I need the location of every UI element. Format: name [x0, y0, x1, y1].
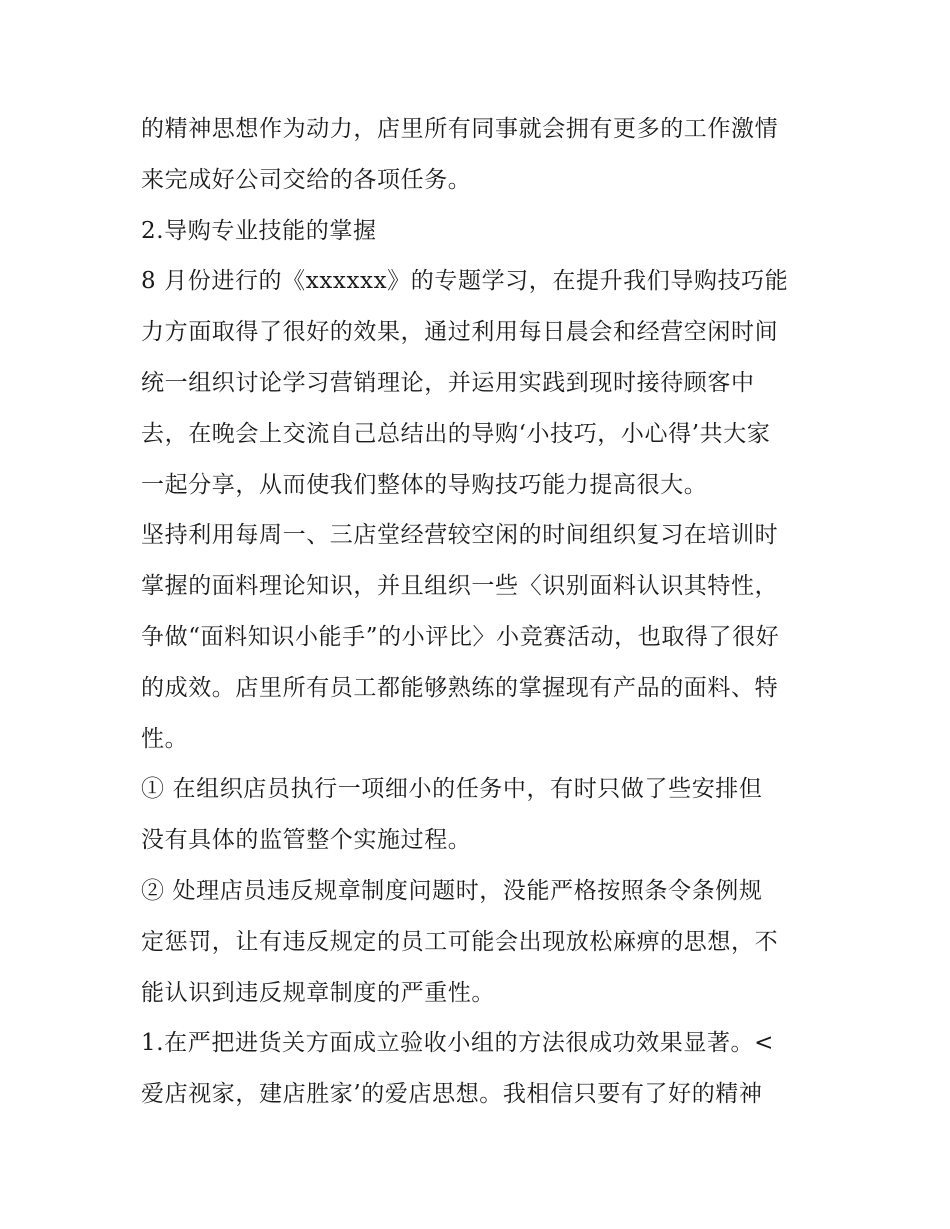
text-line: 一起分享，从而使我们整体的导购技巧能力提高很大。: [141, 471, 708, 498]
paragraph-2-heading: [141, 206, 816, 257]
document-body: [141, 104, 816, 1120]
text-line: ① 在组织店员执行一项细小的任务中，有时只做了些安排但: [141, 776, 763, 803]
text-line: 性。: [141, 725, 189, 752]
text-line: 去，在晚会上交流自己总结出的导购‘小技巧，小心得’共大家: [141, 420, 771, 447]
text-line: 的精神思想作为动力，店里所有同事就会拥有更多的工作激情: [141, 116, 779, 142]
text-line: 坚持利用每周一、三店堂经营较空闲的时间组织复习在培训时: [141, 522, 779, 549]
text-line: 的成效。店里所有员工都能够熟练的掌握现有产品的面料、特: [141, 674, 779, 701]
paragraph-5-item-1: [141, 764, 816, 866]
text-line: 来完成好公司交给的各项任务。: [141, 166, 472, 193]
text-line: 爱店视家，建店胜家’的爱店思想。我相信只要有了好的精神: [141, 1081, 763, 1108]
text-line: 1.在严把进货关方面成立验收小组的方法很成功效果显著。<: [141, 1030, 775, 1057]
paragraph-3: [141, 256, 816, 510]
paragraph-1: [141, 104, 816, 206]
text-line: 没有具体的监管整个实施过程。: [141, 827, 472, 854]
text-line: 统一组织讨论学习营销理论，并运用实践到现时接待顾客中: [141, 369, 755, 396]
text-line: 定惩罚，让有违反规定的员工可能会出现放松麻痹的思想，不: [141, 928, 779, 955]
paragraph-4: [141, 510, 816, 764]
text-line: 争做“面料知识小能手”的小评比〉小竞赛活动，也取得了很好: [141, 623, 780, 650]
paragraph-6-item-2: [141, 866, 816, 1018]
text-line: ② 处理店员违反规章制度问题时，没能严格按照条令条例规: [141, 877, 763, 904]
text-line: 掌握的面料理论知识，并且组织一些〈识别面料认识其特性，: [141, 573, 779, 600]
paragraph-7: [141, 1018, 816, 1120]
text-line: 能认识到违反规章制度的严重性。: [141, 979, 495, 1006]
section-heading: 2.导购专业技能的掌握: [141, 217, 377, 244]
text-line: 8 月份进行的《xxxxxx》的专题学习，在提升我们导购技巧能: [141, 268, 789, 295]
text-line: 力方面取得了很好的效果，通过利用每日晨会和经营空闲时间: [141, 319, 779, 346]
